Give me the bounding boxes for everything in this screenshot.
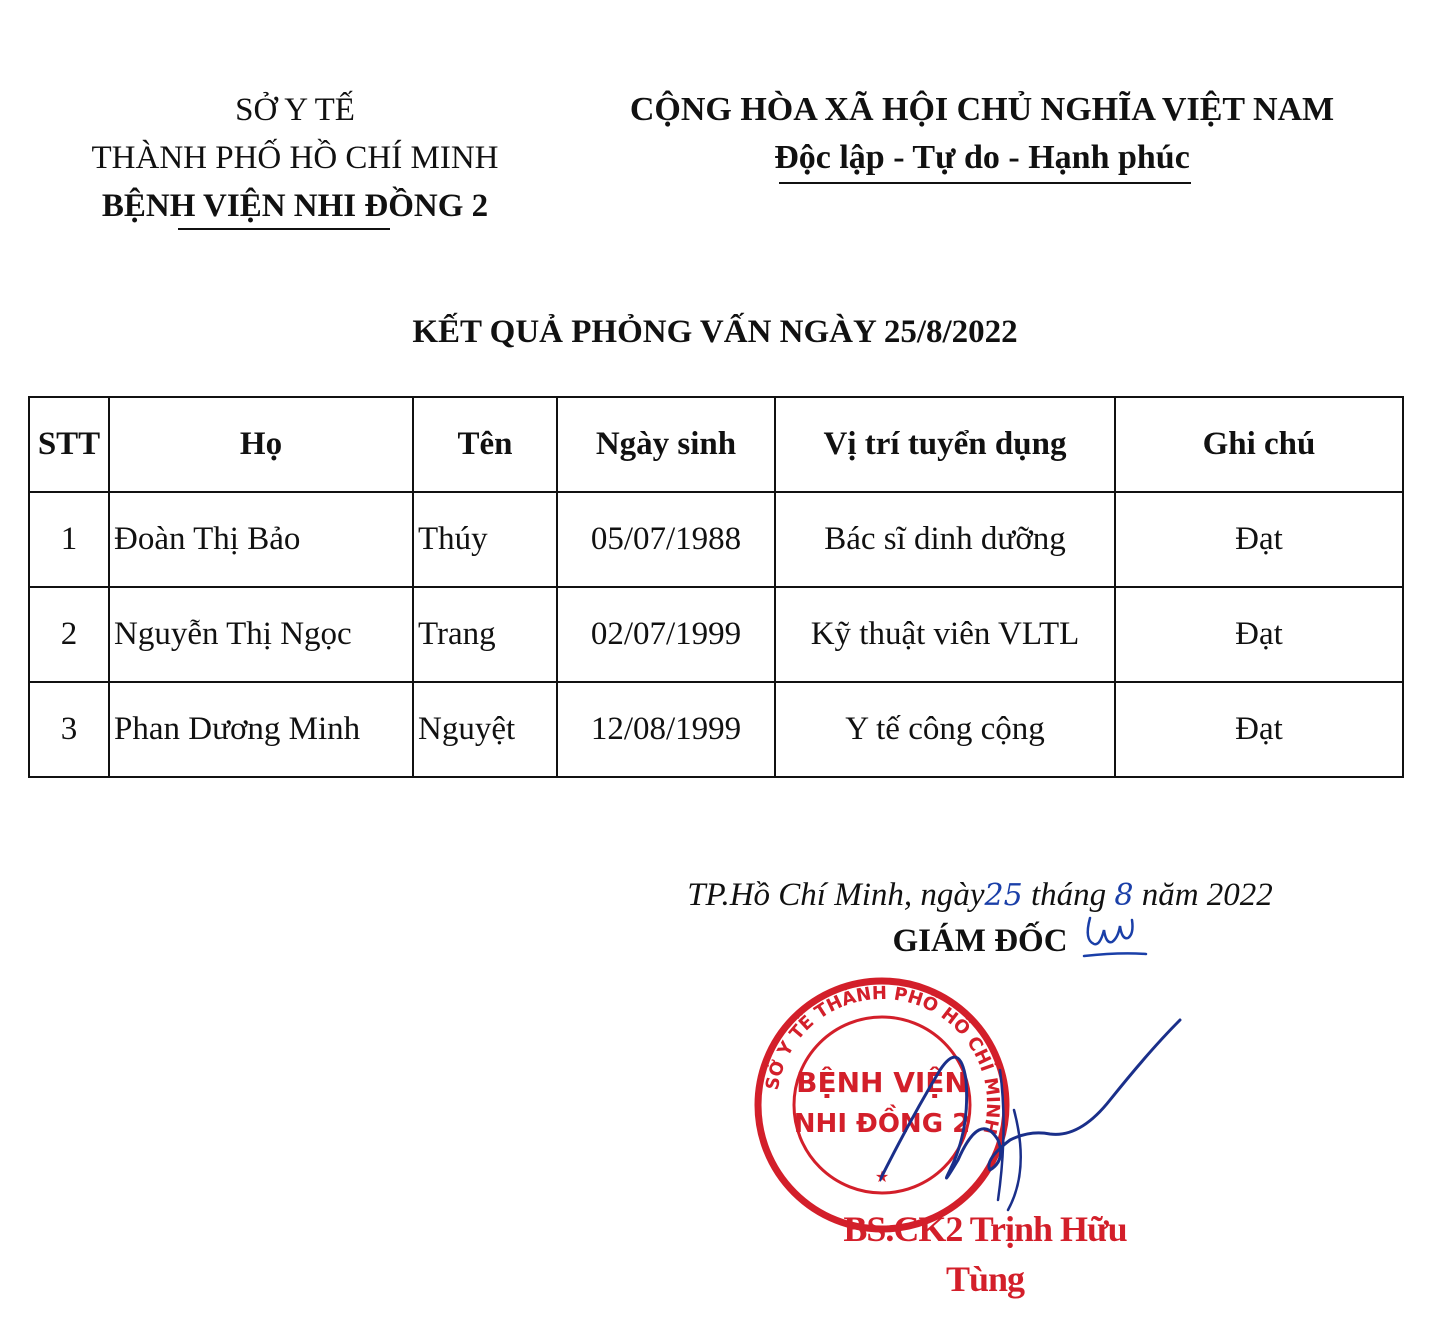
agency-line-2: THÀNH PHỐ HỒ CHÍ MINH [91,140,499,176]
header-position: Vị trí tuyển dụng [775,397,1115,492]
cell-last-name: Nguyễn Thị Ngọc [109,587,413,682]
cell-birth-date: 05/07/1988 [557,492,775,587]
signer-name: BS.CK2 Trịnh Hữu Tùng [843,1209,1127,1299]
table-header-row [29,397,1403,492]
agency-line-1: SỞ Y TẾ [235,92,355,128]
cell-note: Đạt [1115,492,1403,587]
motto-underline [779,182,1191,184]
date-line [600,872,1360,919]
header-stt: STT [29,397,109,492]
cell-first-name: Nguyệt [413,682,557,777]
country-name: CỘNG HÒA XÃ HỘI CHỦ NGHĨA VIỆT NAM [629,91,1335,128]
agency-line-3: BỆNH VIỆN NHI ĐỒNG 2 [101,188,489,224]
cell-stt: 2 [29,587,109,682]
month-label: tháng [1030,877,1107,913]
header-last-name: Họ [109,397,413,492]
table-row [29,492,1403,587]
svg-text:SỞ Y TẾ THÀNH PHỐ HỒ CHÍ MINH: SỞ Y TẾ THÀNH PHỐ HỒ CHÍ MINH [761,982,1004,1137]
table-row [29,587,1403,682]
svg-text:BỆNH VIỆN: BỆNH VIỆN [796,1066,968,1099]
cell-position: Kỹ thuật viên VLTL [775,587,1115,682]
cell-last-name: Phan Dương Minh [109,682,413,777]
header-birth-date: Ngày sinh [557,397,775,492]
cell-first-name: Thúy [413,492,557,587]
national-motto-block [590,86,1374,182]
initials-scribble-icon [1080,910,1150,970]
cell-position: Y tế công cộng [775,682,1115,777]
cell-position: Bác sĩ dinh dưỡng [775,492,1115,587]
signer-role: GIÁM ĐỐC [892,923,1068,959]
agency-underline [178,228,390,230]
handwritten-signature-icon [880,1010,1190,1220]
cell-first-name: Trang [413,587,557,682]
results-table [28,396,1404,778]
table-row [29,682,1403,777]
cell-stt: 3 [29,682,109,777]
handwritten-day: 25 [984,878,1023,913]
date-place: TP.Hồ Chí Minh, ngày [687,877,985,913]
cell-note: Đạt [1115,682,1403,777]
year-text: năm 2022 [1141,877,1273,913]
cell-last-name: Đoàn Thị Bảo [109,492,413,587]
cell-note: Đạt [1115,587,1403,682]
header-first-name: Tên [413,397,557,492]
motto: Độc lập - Tự do - Hạnh phúc [774,139,1190,176]
svg-text:★: ★ [874,1169,890,1186]
cell-stt: 1 [29,492,109,587]
svg-text:NHI ĐỒNG 2: NHI ĐỒNG 2 [793,1109,971,1139]
cell-birth-date: 02/07/1999 [557,587,775,682]
document-title: KẾT QUẢ PHỎNG VẤN NGÀY 25/8/2022 [412,314,1018,350]
cell-birth-date: 12/08/1999 [557,682,775,777]
handwritten-month: 8 [1114,878,1134,913]
header-note: Ghi chú [1115,397,1403,492]
issuing-agency-block [40,86,550,230]
